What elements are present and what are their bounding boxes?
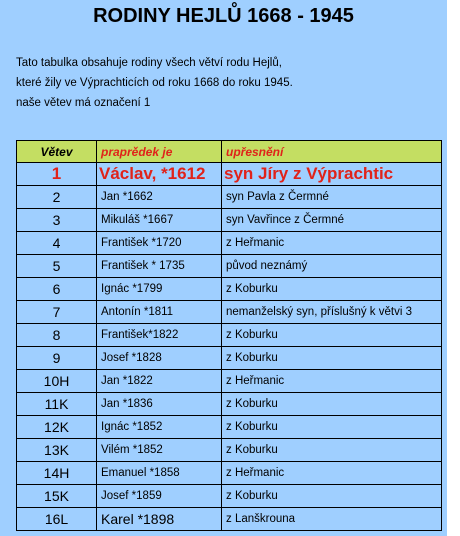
specification-cell: z Heřmanic bbox=[222, 462, 442, 485]
ancestor-cell: František*1822 bbox=[97, 324, 222, 347]
specification-cell: původ neznámý bbox=[222, 255, 442, 278]
ancestor-cell: Emanuel *1858 bbox=[97, 462, 222, 485]
ancestor-cell: Mikuláš *1667 bbox=[97, 209, 222, 232]
branch-cell: 3 bbox=[17, 209, 97, 232]
table-row bbox=[17, 232, 442, 255]
table-row bbox=[17, 324, 442, 347]
specification-cell: z Lanškrouna bbox=[222, 508, 442, 531]
table-row bbox=[17, 278, 442, 301]
ancestor-cell: Ignác *1799 bbox=[97, 278, 222, 301]
branch-cell: 5 bbox=[17, 255, 97, 278]
table-row bbox=[17, 370, 442, 393]
branch-cell: 4 bbox=[17, 232, 97, 255]
branch-cell: 1 bbox=[17, 163, 97, 186]
specification-cell: nemanželský syn, příslušný k větvi 3 bbox=[222, 301, 442, 324]
branch-cell: 11K bbox=[17, 393, 97, 416]
branch-cell: 7 bbox=[17, 301, 97, 324]
ancestor-cell: Jan *1836 bbox=[97, 393, 222, 416]
branch-cell: 14H bbox=[17, 462, 97, 485]
specification-cell: z Koburku bbox=[222, 324, 442, 347]
ancestor-cell: Jan *1662 bbox=[97, 186, 222, 209]
intro-line: naše větev má označení 1 bbox=[16, 97, 151, 109]
ancestor-cell: František * 1735 bbox=[97, 255, 222, 278]
branch-cell: 9 bbox=[17, 347, 97, 370]
specification-cell: z Koburku bbox=[222, 416, 442, 439]
ancestor-cell: Vilém *1852 bbox=[97, 439, 222, 462]
intro-line: které žily ve Výprachticích od roku 1668 do roku 1945. bbox=[16, 77, 293, 89]
ancestor-cell: Václav, *1612 bbox=[97, 163, 222, 186]
table-row bbox=[17, 255, 442, 278]
table-row bbox=[17, 508, 442, 531]
ancestor-cell: Karel *1898 bbox=[97, 508, 222, 531]
table-row bbox=[17, 186, 442, 209]
specification-cell: z Koburku bbox=[222, 439, 442, 462]
table-row bbox=[17, 393, 442, 416]
specification-cell: syn Vavřince z Čermné bbox=[222, 209, 442, 232]
page-title: RODINY HEJLŮ 1668 - 1945 bbox=[93, 5, 354, 27]
table-row bbox=[17, 163, 442, 186]
specification-cell: z Heřmanic bbox=[222, 370, 442, 393]
specification-cell: z Koburku bbox=[222, 393, 442, 416]
branch-cell: 10H bbox=[17, 370, 97, 393]
ancestor-cell: Josef *1828 bbox=[97, 347, 222, 370]
ancestor-cell: Antonín *1811 bbox=[97, 301, 222, 324]
ancestor-cell: Josef *1859 bbox=[97, 485, 222, 508]
table-row bbox=[17, 485, 442, 508]
branch-cell: 15K bbox=[17, 485, 97, 508]
branch-cell: 16L bbox=[17, 508, 97, 531]
table-row bbox=[17, 209, 442, 232]
branch-cell: 6 bbox=[17, 278, 97, 301]
ancestor-cell: Jan *1822 bbox=[97, 370, 222, 393]
header-specification: upřesnění bbox=[222, 141, 442, 163]
header-ancestor: praprědek je bbox=[97, 141, 222, 163]
families-table bbox=[16, 140, 442, 531]
specification-cell: z Heřmanic bbox=[222, 232, 442, 255]
specification-cell: z Koburku bbox=[222, 278, 442, 301]
branch-cell: 13K bbox=[17, 439, 97, 462]
intro-line: Tato tabulka obsahuje rodiny všech větví rodu Hejlů, bbox=[16, 57, 282, 69]
header-branch: Větev bbox=[17, 141, 97, 163]
branch-cell: 12K bbox=[17, 416, 97, 439]
table-row bbox=[17, 462, 442, 485]
branch-cell: 2 bbox=[17, 186, 97, 209]
ancestor-cell: Ignác *1852 bbox=[97, 416, 222, 439]
table-row bbox=[17, 347, 442, 370]
table-row bbox=[17, 439, 442, 462]
branch-cell: 8 bbox=[17, 324, 97, 347]
specification-cell: z Koburku bbox=[222, 347, 442, 370]
table-row bbox=[17, 301, 442, 324]
table-row bbox=[17, 416, 442, 439]
specification-cell: z Koburku bbox=[222, 485, 442, 508]
specification-cell: syn Jíry z Výprachtic bbox=[222, 163, 442, 186]
intro-text bbox=[16, 53, 293, 113]
specification-cell: syn Pavla z Čermné bbox=[222, 186, 442, 209]
ancestor-cell: František *1720 bbox=[97, 232, 222, 255]
table-header-row bbox=[17, 141, 442, 163]
